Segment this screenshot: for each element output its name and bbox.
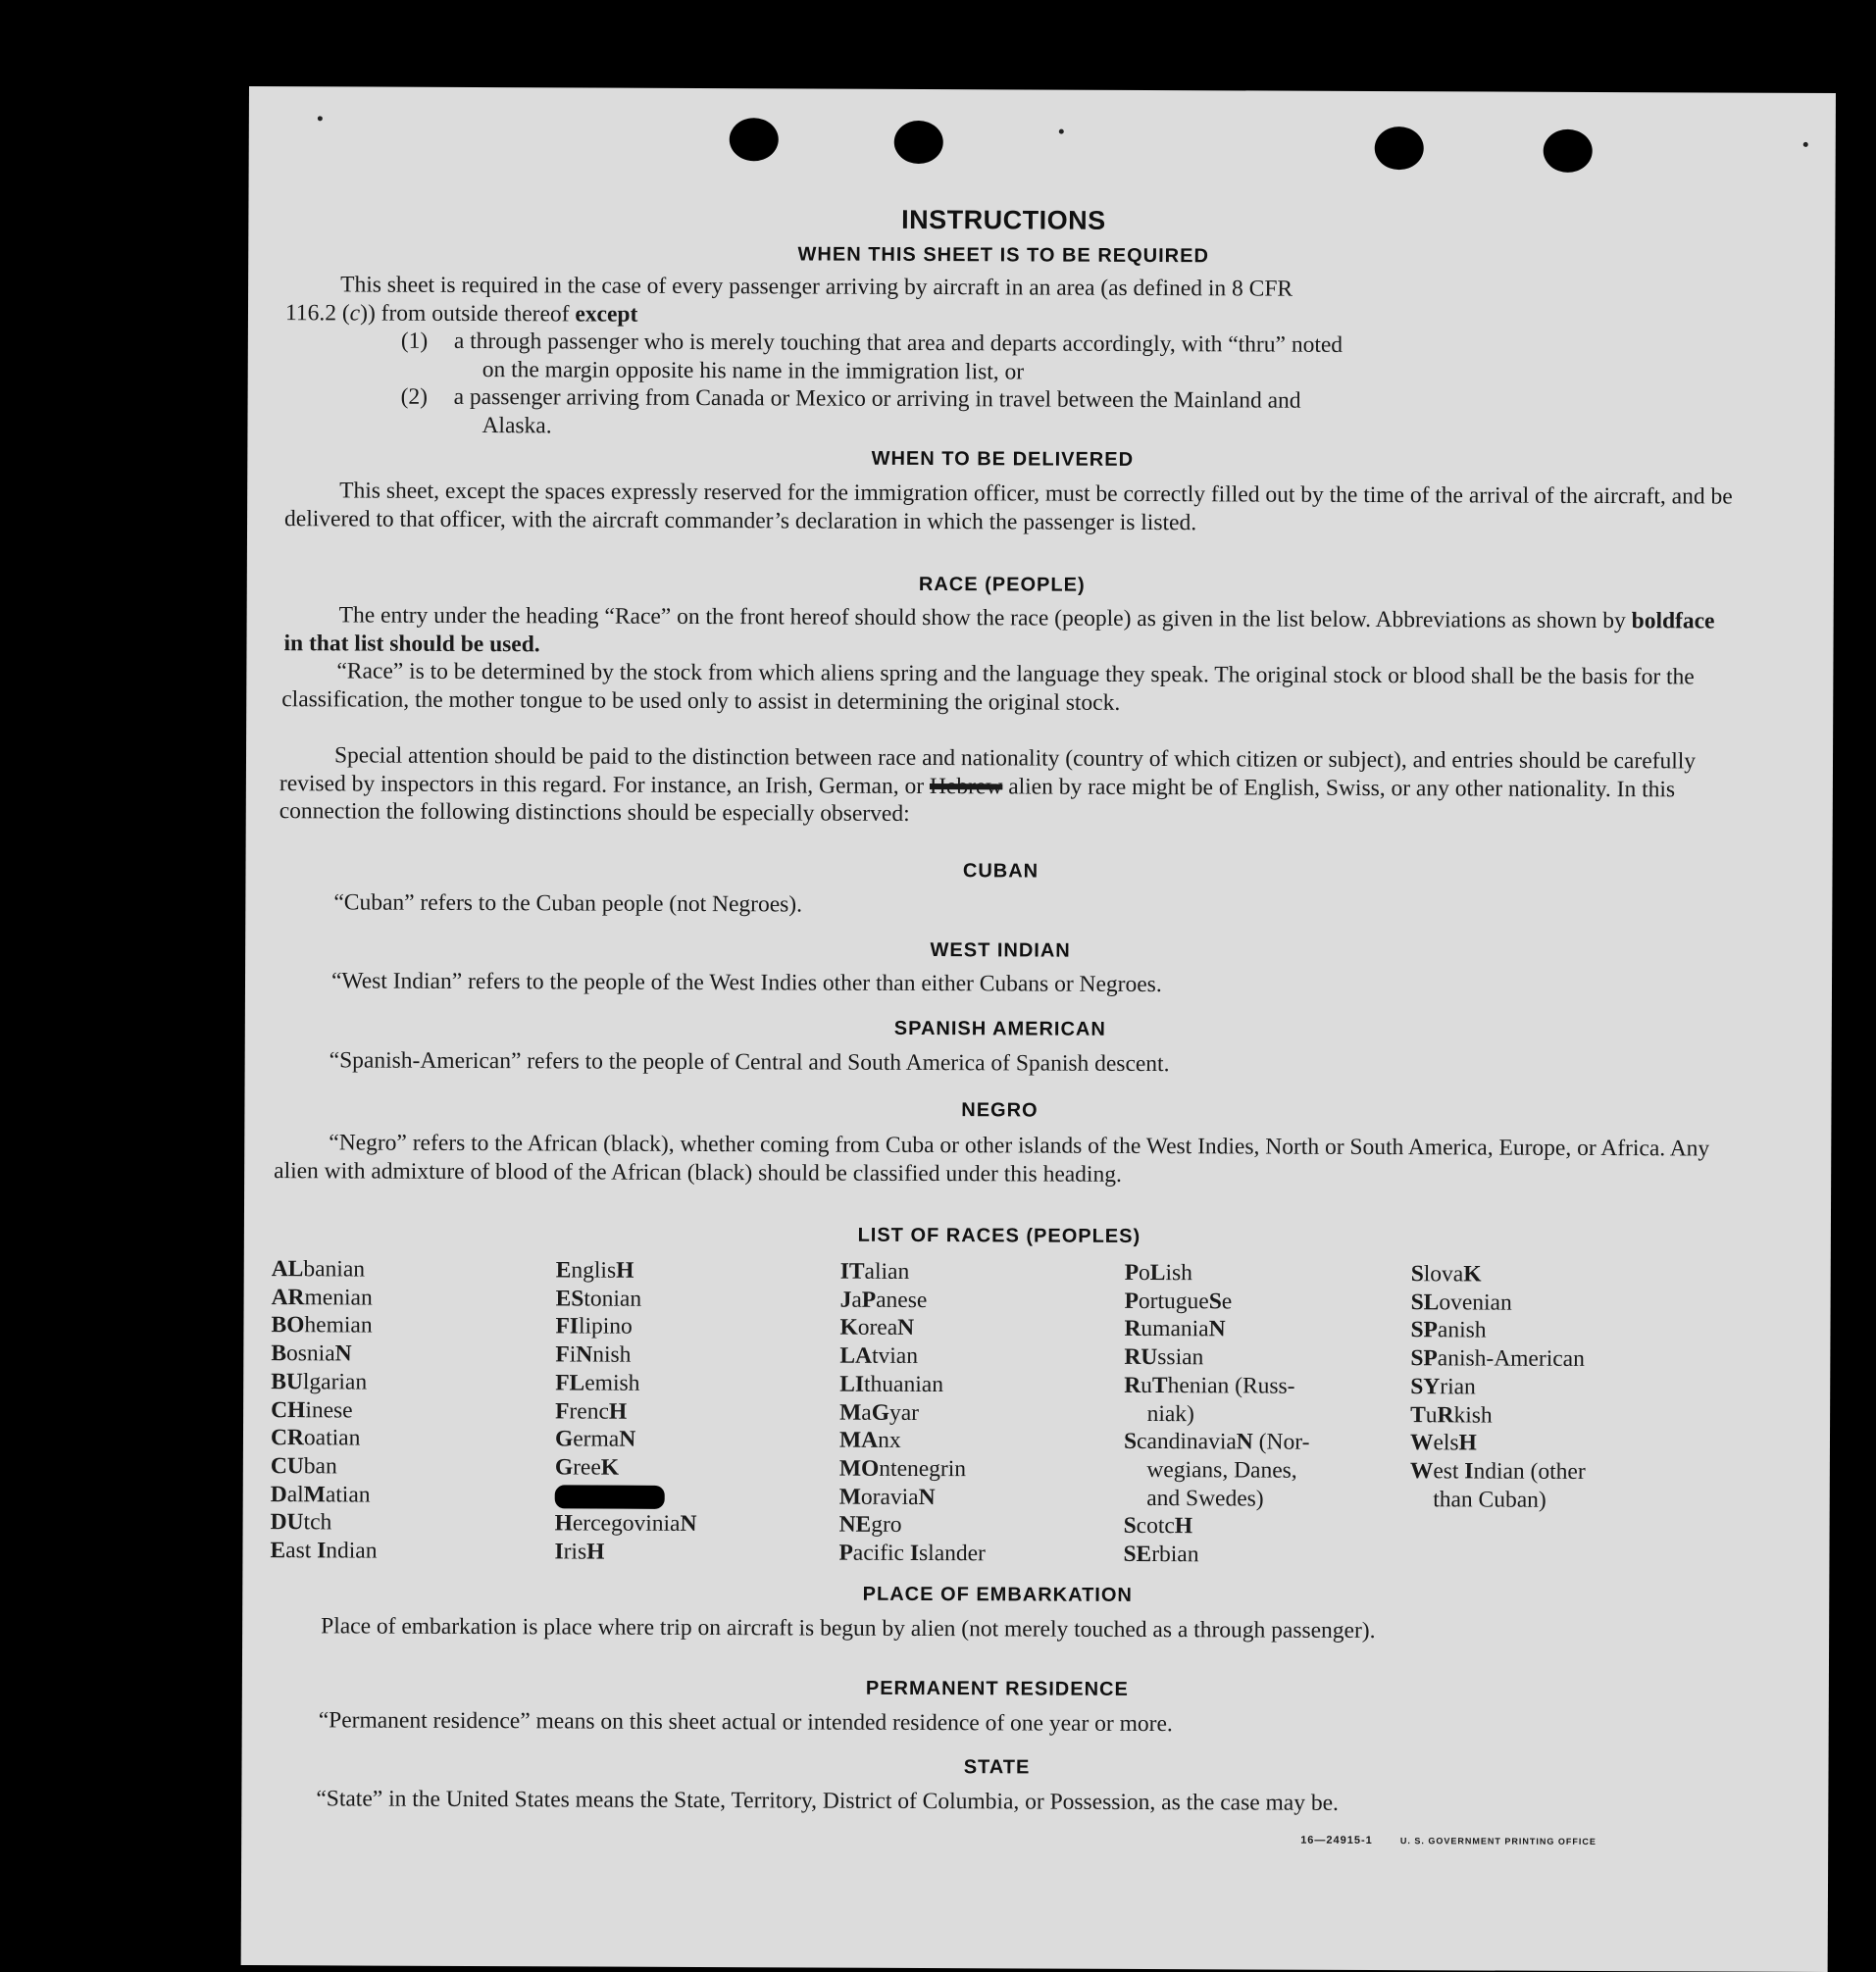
race-abbrev: CU xyxy=(270,1453,304,1480)
race-abbrev: N xyxy=(1236,1429,1253,1455)
race-abbrev: P xyxy=(1124,1288,1140,1314)
race-abbrev: I xyxy=(554,1539,564,1565)
race-text: henian (Russ- xyxy=(1167,1372,1295,1399)
race-p1-text: The entry under the heading “Race” on the front hereof should show the race (people) as given in the list below. Abbreviations as shown by xyxy=(338,602,1626,634)
races-column-2 xyxy=(554,1256,697,1566)
race-abbrev: G xyxy=(554,1454,574,1481)
page-title: INSTRUCTIONS xyxy=(901,204,1106,235)
race-abbrev: E xyxy=(270,1538,286,1564)
race-abbrev: BU xyxy=(271,1368,303,1395)
race-list-item xyxy=(840,1258,988,1287)
race-text: wegians, Danes, xyxy=(1123,1456,1297,1484)
race-list-item xyxy=(1124,1315,1310,1344)
race-text: est xyxy=(1433,1458,1465,1485)
race-abbrev: K xyxy=(839,1315,858,1341)
race-text: erma xyxy=(573,1426,620,1452)
race-list-item xyxy=(556,1285,698,1313)
race-abbrev: H xyxy=(608,1398,628,1425)
race-abbrev: H xyxy=(1458,1430,1477,1456)
item-text: on the margin opposite his name in the immigration list, or xyxy=(482,356,1025,384)
race-abbrev: N xyxy=(334,1340,352,1367)
race-abbrev: R xyxy=(1437,1401,1454,1428)
exception-item-1 xyxy=(401,328,1735,389)
redaction-mark xyxy=(555,1486,665,1509)
race-text: ris xyxy=(563,1539,587,1565)
race-list-item xyxy=(272,1284,379,1312)
race-list-item xyxy=(1410,1429,1586,1457)
race-text: lipino xyxy=(578,1313,633,1340)
race-text: ish xyxy=(1165,1260,1193,1287)
race-abbrev: DU xyxy=(270,1509,304,1536)
race-abbrev: SP xyxy=(1410,1317,1438,1343)
race-text: menian xyxy=(304,1284,373,1311)
race-text: tonian xyxy=(583,1286,642,1312)
race-text: osnia xyxy=(285,1340,335,1367)
item-text: a through passenger who is merely touching that area and departs accordingly, with “thru” noted xyxy=(453,328,1344,358)
race-text: e xyxy=(1221,1289,1233,1315)
race-list-item xyxy=(555,1397,697,1426)
race-list-item xyxy=(1410,1317,1586,1345)
race-abbrev: E xyxy=(555,1257,572,1284)
race-abbrev: MO xyxy=(838,1455,880,1482)
section-heading-state: STATE xyxy=(963,1756,1031,1779)
race-abbrev: N xyxy=(576,1341,593,1368)
race-list-item xyxy=(1410,1344,1586,1373)
races-column-5 xyxy=(1410,1260,1587,1514)
race-text: acific xyxy=(852,1540,910,1566)
race-list-item xyxy=(555,1340,697,1369)
race-list-item xyxy=(270,1537,377,1565)
section-heading-spanish-american: SPANISH AMERICAN xyxy=(893,1017,1106,1040)
race-list-item xyxy=(271,1508,378,1537)
item-number: (1) xyxy=(400,328,429,354)
section-heading-when-required: WHEN THIS SHEET IS TO BE REQUIRED xyxy=(797,243,1209,268)
race-text: ovenian xyxy=(1439,1289,1512,1316)
race-paragraph-2: “Race” is to be determined by the stock from which aliens spring and the language they speak. The original stock or blood shall be the basis for the classification, the mother tongue to be used only to assist in determining the original stock. xyxy=(281,658,1695,716)
spanish-american-text: “Spanish-American” refers to the people of Central and South America of Spanish descent. xyxy=(329,1047,1170,1078)
race-list-item xyxy=(838,1540,986,1568)
race-list-item xyxy=(839,1483,987,1511)
race-abbrev: SY xyxy=(1410,1373,1441,1400)
delivered-text: This sheet, except the spaces expressly reserved for the immigration officer, must be correctly filled out by the time of the arrival of the aircraft, and be delivered to that officer, with the aircraft commander’s declaration in which the passenger is listed. xyxy=(284,478,1733,535)
race-text: a xyxy=(851,1287,862,1313)
race-abbrev: N xyxy=(1208,1316,1226,1342)
race-abbrev: W xyxy=(1409,1458,1434,1485)
race-text: anese xyxy=(876,1287,928,1313)
exception-item-2 xyxy=(400,383,1734,445)
punch-hole xyxy=(894,121,943,164)
race-text: thuanian xyxy=(864,1371,944,1397)
negro-text: “Negro” refers to the African (black), whether coming from Cuba or other islands of the West Indies, North or South America, Europe, or Africa. Any alien with admixture of blood of the African (black) should be classified under this heading. xyxy=(274,1130,1710,1188)
race-abbrev: G xyxy=(554,1426,574,1452)
race-abbrev: I xyxy=(317,1538,327,1564)
race-paragraph-3 xyxy=(279,741,1735,832)
race-text: nx xyxy=(878,1428,901,1454)
race-list-item xyxy=(555,1369,697,1397)
section-heading-permanent-residence: PERMANENT RESIDENCE xyxy=(865,1677,1129,1700)
race-text: i xyxy=(569,1341,577,1368)
race-text: nish xyxy=(592,1341,632,1368)
race-list-item xyxy=(1124,1428,1310,1457)
race-abbrev: R xyxy=(1124,1316,1141,1342)
race-list-item xyxy=(839,1398,987,1427)
instruction-sheet xyxy=(241,86,1836,1972)
race-abbrev: S xyxy=(1123,1513,1137,1540)
punch-hole xyxy=(730,118,779,161)
race-text: niak) xyxy=(1124,1400,1194,1427)
print-footer xyxy=(1300,1835,1597,1847)
race-text: orea xyxy=(857,1315,898,1341)
race-abbrev: SP xyxy=(1410,1345,1438,1372)
race-list-item xyxy=(1125,1288,1311,1317)
race-abbrev: S xyxy=(1410,1261,1424,1288)
race-text: cotc xyxy=(1136,1513,1175,1540)
races-column-4 xyxy=(1123,1259,1310,1570)
race-abbrev: H xyxy=(1174,1513,1193,1540)
race-list-item xyxy=(840,1286,988,1314)
race-abbrev: NE xyxy=(838,1511,872,1539)
race-p1-bold: boldface in that list should be used. xyxy=(283,608,1715,657)
race-abbrev: P xyxy=(861,1287,877,1313)
race-text: ree xyxy=(573,1454,601,1481)
race-text: ssian xyxy=(1157,1344,1204,1371)
race-list-item xyxy=(839,1342,987,1371)
race-text: rian xyxy=(1440,1374,1476,1400)
section-heading-race: RACE (PEOPLE) xyxy=(918,573,1086,596)
race-text: ndian (other xyxy=(1473,1458,1586,1485)
race-list-item xyxy=(1410,1486,1586,1514)
race-abbrev: P xyxy=(1124,1259,1140,1286)
race-list-item xyxy=(1410,1457,1586,1486)
section-heading-negro: NEGRO xyxy=(961,1099,1039,1122)
race-abbrev: M xyxy=(839,1399,862,1426)
race-abbrev: R xyxy=(1124,1372,1141,1398)
race-list-item xyxy=(555,1426,697,1454)
race-text: u xyxy=(1425,1401,1438,1428)
race-list-item xyxy=(555,1510,697,1539)
state-text: “State” in the United States means the State, Territory, District of Columbia, or Possession, as the case may be. xyxy=(316,1786,1340,1816)
race-list-item xyxy=(839,1455,987,1484)
struck-word: Hebrew xyxy=(929,773,1003,799)
race-text: lgarian xyxy=(302,1369,368,1395)
race-list-item xyxy=(1123,1541,1309,1570)
races-column-1 xyxy=(270,1255,378,1565)
race-text: ban xyxy=(303,1453,337,1480)
race-list-item xyxy=(1410,1401,1586,1430)
section-heading-cuban: CUBAN xyxy=(962,860,1039,883)
race-abbrev: L xyxy=(1149,1260,1166,1287)
cuban-text: “Cuban” refers to the Cuban people (not Negroes). xyxy=(333,889,803,918)
item-number: (2) xyxy=(400,383,429,410)
race-list-item xyxy=(1124,1512,1310,1542)
race-abbrev: IT xyxy=(839,1258,865,1285)
race-list-item xyxy=(271,1340,378,1368)
form-code: 16—24915-1 xyxy=(1300,1834,1373,1847)
race-list-item xyxy=(272,1255,379,1284)
race-text: a xyxy=(861,1399,872,1426)
race-list-item xyxy=(1124,1343,1310,1373)
punch-hole xyxy=(1544,129,1593,173)
race-abbrev: J xyxy=(839,1287,852,1313)
race-text: anish-American xyxy=(1437,1345,1585,1373)
race-text: oravia xyxy=(860,1484,919,1510)
race-list-item xyxy=(839,1314,987,1342)
race-abbrev: B xyxy=(271,1340,287,1367)
race-text: u xyxy=(1141,1372,1153,1398)
race-text: candinavia xyxy=(1136,1429,1237,1455)
races-column-3 xyxy=(838,1258,987,1568)
race-abbrev: H xyxy=(554,1510,573,1537)
race-text: lova xyxy=(1423,1261,1464,1288)
race-text: renc xyxy=(569,1397,609,1425)
paper-speck xyxy=(1803,142,1808,147)
section-heading-embarkation: PLACE OF EMBARKATION xyxy=(862,1583,1133,1606)
race-text: banian xyxy=(303,1256,366,1283)
item-text: a passenger arriving from Canada or Mexico or arriving in travel between the Mainland and xyxy=(453,383,1301,414)
race-list-item xyxy=(271,1424,378,1452)
race-paragraph-1 xyxy=(283,601,1735,663)
race-list-item xyxy=(1411,1260,1587,1289)
race-text: kish xyxy=(1453,1401,1493,1429)
race-list-item xyxy=(1124,1485,1310,1514)
race-list-item xyxy=(555,1453,697,1482)
race-text: al xyxy=(286,1481,304,1507)
race-abbrev: T xyxy=(1151,1372,1168,1398)
race-text: ast xyxy=(285,1538,318,1564)
paper-speck xyxy=(318,116,323,121)
race-text: ortugue xyxy=(1138,1288,1209,1314)
race-text: tvian xyxy=(871,1342,919,1370)
race-abbrev: LA xyxy=(839,1342,873,1369)
item-text: Alaska. xyxy=(482,412,552,438)
race-abbrev: F xyxy=(555,1397,570,1424)
race-abbrev: SL xyxy=(1410,1289,1440,1316)
race-abbrev: N xyxy=(619,1426,636,1452)
race-text: (Nor- xyxy=(1252,1429,1310,1455)
race-text: ndian xyxy=(326,1538,378,1564)
race-text: alian xyxy=(864,1258,910,1285)
permanent-residence-text: “Permanent residence” means on this sheet actual or intended residence of one year or more. xyxy=(318,1707,1173,1738)
race-list-item xyxy=(556,1256,698,1285)
race-abbrev: N xyxy=(680,1511,697,1538)
race-abbrev: P xyxy=(838,1540,853,1566)
race-text: umania xyxy=(1141,1316,1209,1342)
race-abbrev: G xyxy=(871,1399,890,1426)
punch-hole xyxy=(1375,126,1424,170)
race-text: oatian xyxy=(303,1425,361,1451)
embarkation-text: Place of embarkation is place where trip on aircraft is begun by alien (not merely touched as a through passenger). xyxy=(321,1613,1376,1644)
race-abbrev: H xyxy=(586,1539,605,1565)
race-text: anish xyxy=(1437,1317,1487,1343)
required-intro-line-2a: 116.2 ( xyxy=(284,299,350,326)
except-keyword: except xyxy=(575,300,638,328)
race-text: rbian xyxy=(1151,1542,1199,1568)
west-indian-text: “West Indian” refers to the people of the West Indies other than either Cubans or Negroes. xyxy=(330,968,1162,998)
race-text: slander xyxy=(919,1541,986,1567)
race-text: ercegovinia xyxy=(572,1510,681,1538)
section-heading-west-indian: WEST INDIAN xyxy=(930,939,1071,962)
race-abbrev: S xyxy=(1123,1429,1138,1455)
race-abbrev: D xyxy=(270,1481,287,1507)
race-list-item xyxy=(271,1452,378,1481)
race-abbrev: N xyxy=(897,1315,915,1341)
race-abbrev: SE xyxy=(1123,1541,1152,1568)
race-abbrev: LI xyxy=(839,1371,865,1397)
race-abbrev: K xyxy=(1463,1261,1482,1288)
race-text: yar xyxy=(888,1399,920,1426)
race-abbrev: FL xyxy=(555,1370,585,1396)
race-text: els xyxy=(1433,1430,1459,1456)
race-list-item xyxy=(1411,1289,1587,1317)
required-intro-line-2d: )) from outside thereof xyxy=(360,299,570,327)
section-heading-list-of-races: LIST OF RACES (PEOPLES) xyxy=(857,1224,1141,1247)
race-abbrev: I xyxy=(909,1540,920,1567)
race-text: ntenegrin xyxy=(879,1455,967,1483)
paper-speck xyxy=(1059,129,1064,134)
race-abbrev: W xyxy=(1409,1430,1434,1456)
race-list-item xyxy=(1410,1373,1586,1401)
race-abbrev: BO xyxy=(271,1312,305,1339)
race-abbrev: I xyxy=(1464,1458,1474,1485)
race-abbrev: K xyxy=(600,1454,620,1481)
required-intro xyxy=(285,271,1737,332)
race-list-item xyxy=(1124,1399,1310,1429)
race-list-item xyxy=(1124,1372,1310,1401)
race-list-item xyxy=(1125,1259,1311,1289)
race-list-item xyxy=(839,1427,987,1455)
race-list-item xyxy=(555,1482,697,1510)
race-p3-text: Special attention should be paid to the distinction between race and nationality (country of which citizen or subject), and entries should be carefully revised by inspectors in this regard. For instance, an Irish, German, or xyxy=(279,742,1697,799)
race-list-item xyxy=(1124,1456,1310,1486)
race-abbrev: N xyxy=(918,1484,936,1510)
race-abbrev: H xyxy=(616,1257,634,1284)
race-list-item xyxy=(554,1538,696,1566)
race-list-item xyxy=(839,1370,987,1398)
race-abbrev: AL xyxy=(271,1256,304,1283)
race-abbrev: F xyxy=(555,1341,570,1368)
race-text: tch xyxy=(303,1509,332,1536)
printer-name: U. S. GOVERNMENT PRINTING OFFICE xyxy=(1399,1836,1597,1847)
race-abbrev: CH xyxy=(271,1396,306,1423)
race-abbrev: CR xyxy=(270,1425,304,1451)
race-list-item xyxy=(555,1313,697,1341)
race-list-item xyxy=(271,1396,378,1425)
race-text: emish xyxy=(584,1370,640,1396)
race-abbrev: AR xyxy=(271,1284,305,1310)
race-abbrev: FI xyxy=(555,1313,580,1340)
required-intro-line-2c: c xyxy=(349,299,361,326)
race-text: o xyxy=(1139,1259,1150,1287)
race-abbrev: ES xyxy=(555,1286,584,1312)
race-list-item xyxy=(271,1368,378,1396)
race-abbrev: MA xyxy=(838,1427,879,1454)
race-abbrev: S xyxy=(1208,1288,1222,1315)
race-text: atian xyxy=(325,1481,371,1508)
race-text: gro xyxy=(871,1512,902,1539)
race-text: and Swedes) xyxy=(1123,1485,1264,1512)
race-text: hemian xyxy=(304,1312,373,1339)
race-list-item xyxy=(271,1312,378,1340)
section-heading-delivered: WHEN TO BE DELIVERED xyxy=(871,447,1135,471)
race-list-item xyxy=(839,1511,987,1540)
race-abbrev: RU xyxy=(1124,1344,1158,1371)
required-intro-line-1: This sheet is required in the case of every passenger arriving by aircraft in an area (as defined in 8 CFR xyxy=(340,272,1293,302)
race-text: than Cuban) xyxy=(1409,1486,1546,1513)
race-text: nglis xyxy=(571,1257,617,1284)
race-abbrev: M xyxy=(838,1484,861,1510)
race-abbrev: M xyxy=(303,1481,326,1507)
race-p3-text-cont: alien by race might be of English, Swiss, or any other nationality. In this connection the following distinctions should be especially observed: xyxy=(279,773,1676,827)
race-text: inese xyxy=(305,1396,353,1423)
race-abbrev: T xyxy=(1410,1401,1426,1428)
race-list-item xyxy=(271,1481,378,1509)
